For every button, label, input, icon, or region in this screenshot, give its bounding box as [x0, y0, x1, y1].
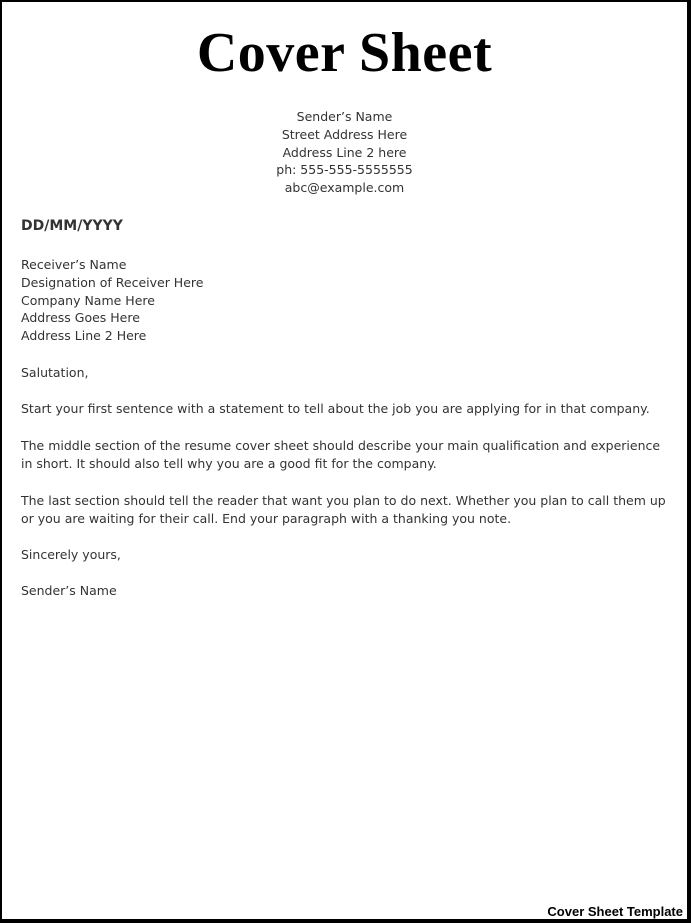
body-paragraph-2: The middle section of the resume cover sheet should describe your main qualification and experience in short. It should also tell why you are a good fit for the company. [21, 438, 661, 471]
signature-name: Sender’s Name [21, 583, 117, 598]
body-paragraph-1: Start your first sentence with a statement to tell about the job you are applying for in that company. [21, 401, 650, 416]
salutation: Salutation, [21, 365, 89, 380]
sender-street: Street Address Here [281, 126, 408, 142]
page-title: Cover Sheet [196, 22, 493, 84]
letter-date: DD/MM/YYYY [21, 218, 123, 234]
footer-label: Cover Sheet Template [547, 904, 683, 919]
sender-name: Sender’s Name [296, 109, 393, 124]
sender-email: abc@example.com [284, 180, 405, 196]
sender-phone: ph: 555-555-5555555 [276, 162, 413, 178]
closing: Sincerely yours, [21, 547, 121, 562]
sender-address-block [2, 108, 687, 197]
receiver-address-line-2: Address Line 2 Here [21, 328, 147, 344]
body-paragraph-3: The last section should tell the reader that want you plan to do next. Whether you plan to call them up or you are waiting for their call. End your paragraph with a thanking you note. [21, 493, 666, 526]
receiver-address: Address Goes Here [21, 310, 140, 326]
receiver-address-block [21, 256, 671, 345]
receiver-designation: Designation of Receiver Here [21, 274, 204, 290]
receiver-company: Company Name Here [21, 292, 155, 308]
sender-address-line-2: Address Line 2 here [282, 144, 407, 160]
receiver-name: Receiver’s Name [21, 257, 127, 272]
